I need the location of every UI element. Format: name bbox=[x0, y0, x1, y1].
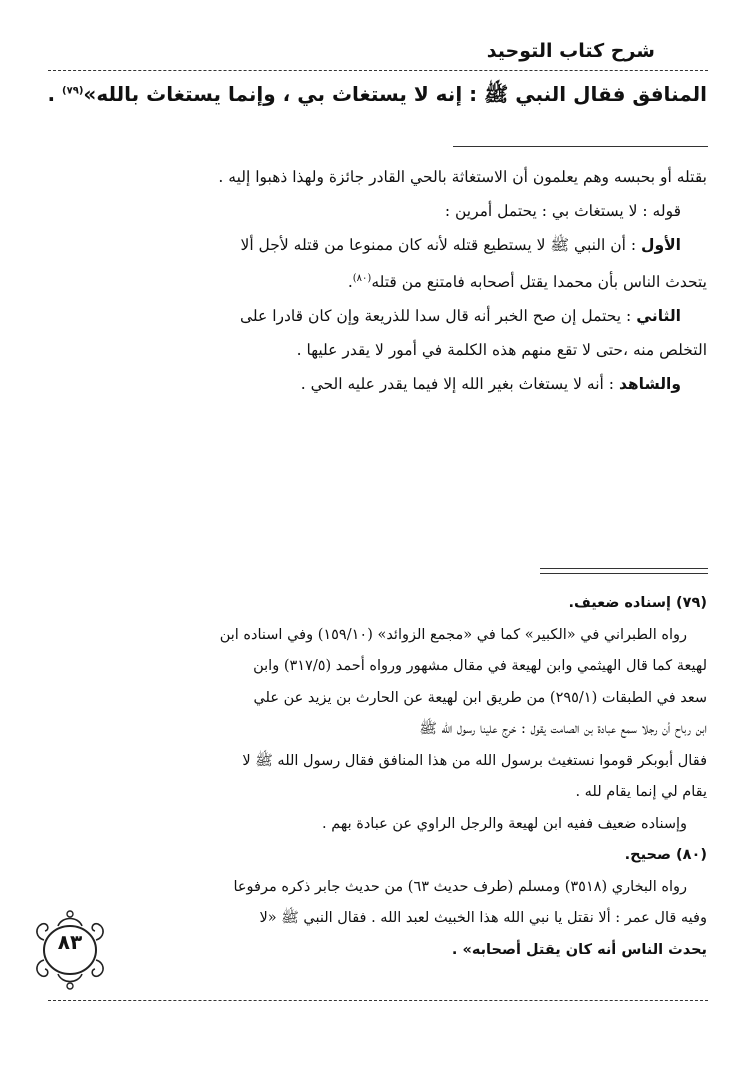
quote-separator bbox=[453, 146, 708, 147]
footer-divider bbox=[48, 1000, 708, 1001]
footnote-separator-top bbox=[540, 568, 708, 569]
footnote-80-heading: (٨٠) صحيح. bbox=[624, 847, 707, 863]
footnote-79-line: ابن رباح أن رجلا سمع عبادة بن الصامت يقول : خرج علينا رسول الله ﷺ bbox=[419, 721, 707, 737]
footnote-79-line: سعد في الطبقات (٢٩٥/١) من طريق ابن لهيعة عن الحارث بن يزيد عن علي bbox=[253, 689, 707, 706]
paragraph-first-cont bbox=[45, 262, 707, 299]
footnote-80-line: رواه البخاري (٣٥١٨) ومسلم (طرف حديث ٦٣) من حديث جابر ذكره مرفوعا bbox=[233, 878, 687, 895]
running-head: شرح كتاب التوحيد bbox=[486, 40, 655, 62]
header-divider bbox=[48, 70, 708, 71]
quote-text: المنافق فقال النبي ﷺ : إنه لا يستغاث بي ، وإنما يستغاث بالله» bbox=[83, 82, 707, 106]
footnote-79-line: يقام لي إنما يقام لله . bbox=[575, 784, 707, 800]
witness-text: : أنه لا يستغاث بغير الله إلا فيما يقدر عليه الحي . bbox=[300, 375, 619, 394]
first-text: : أن النبي ﷺ لا يستطيع قتله لأنه كان ممنوعا من قتله لأجل ألا bbox=[240, 236, 642, 254]
witness-label: والشاهد bbox=[618, 375, 681, 394]
quote-end: . bbox=[47, 82, 63, 106]
second-text: : يحتمل إن صح الخبر أنه قال سدا للذريعة وإن كان قادرا على bbox=[239, 307, 637, 326]
footnote-ref-79: (٧٩) bbox=[62, 85, 84, 97]
paragraph-statement: قوله : لا يستغاث بي : يحتمل أمرين : bbox=[444, 202, 681, 220]
page-number: ٨٣ bbox=[57, 930, 83, 954]
footnote-79-line: وإسناده ضعيف ففيه ابن لهيعة والرجل الراوي عن عبادة بهم . bbox=[322, 815, 687, 832]
footnote-ref-80: (٨٠) bbox=[352, 273, 372, 284]
first-cont: يتحدث الناس بأن محمدا يقتل أصحابه فامتنع من قتله bbox=[371, 273, 707, 292]
footnotes bbox=[47, 588, 707, 966]
footnote-80-line: يحدث الناس أنه كان يقتل أصحابه» . bbox=[451, 941, 707, 958]
footnote-separator-bottom bbox=[540, 573, 708, 574]
footnote-79-line: لهيعة كما قال الهيثمي وابن لهيعة في مقال مشهور ورواه أحمد (٣١٧/٥) وابن bbox=[253, 658, 707, 674]
footnote-79-heading: (٧٩) إسناده ضعيف. bbox=[568, 595, 707, 611]
paragraph-second bbox=[45, 299, 707, 333]
footnote-79-line: رواه الطبراني في «الكبير» كما في «مجمع الزوائد» (١٥٩/١٠) وفي اسناده ابن bbox=[219, 626, 687, 643]
second-label: الثاني bbox=[636, 307, 681, 326]
paragraph-first bbox=[45, 228, 707, 262]
paragraph-second-cont: التخلص منه ،حتى لا تقع منهم هذه الكلمة في أمور لا يقدر عليها . bbox=[296, 341, 707, 360]
first-end: . bbox=[347, 273, 353, 292]
paragraph-intro: بقتله أو بحبسه وهم يعلمون أن الاستغاثة بالحي القادر جائزة ولهذا ذهبوا إليه . bbox=[218, 168, 707, 186]
quoted-hadith-line bbox=[47, 82, 707, 111]
footnote-80-line: وفيه قال عمر : ألا نقتل يا نبي الله هذا الخبيث لعبد الله . فقال النبي ﷺ «لا bbox=[259, 910, 707, 926]
paragraph-witness bbox=[45, 367, 707, 401]
commentary-body bbox=[45, 160, 707, 401]
footnote-79-line: فقال أبوبكر قوموا نستغيث برسول الله من هذا المنافق فقال رسول الله ﷺ لا bbox=[242, 752, 707, 769]
first-label: الأول bbox=[641, 236, 681, 254]
